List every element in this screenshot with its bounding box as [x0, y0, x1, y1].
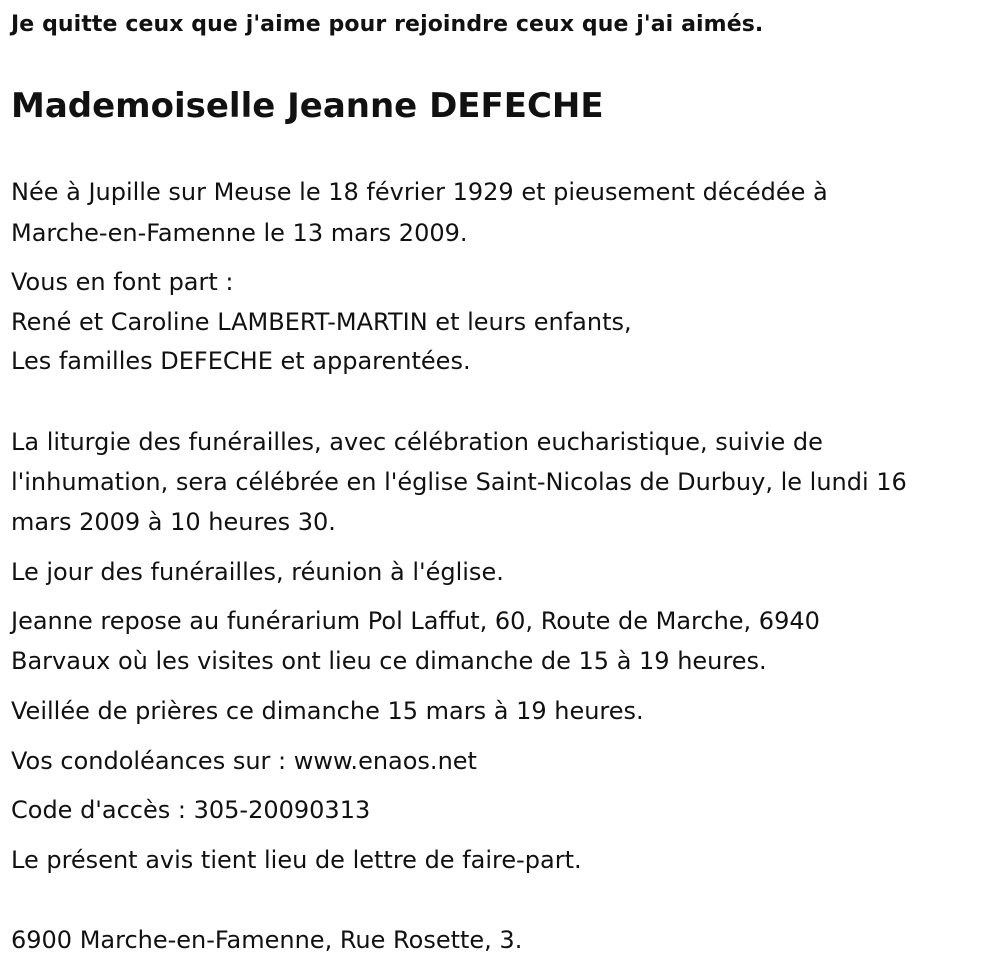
family-line-2: Les familles DEFECHE et apparentées.	[11, 347, 471, 375]
family-line-1: René et Caroline LAMBERT-MARTIN et leurs enfants,	[11, 308, 632, 336]
birth-death-line-2: Marche-en-Famenne le 13 mars 2009.	[11, 219, 468, 247]
liturgy-line-2: l'inhumation, sera célébrée en l'église Saint-Nicolas de Durbuy, le lundi 16	[11, 468, 907, 496]
announcement-intro: Vous en font part :	[11, 268, 234, 296]
liturgy-line-1: La liturgie des funérailles, avec célébration eucharistique, suivie de	[11, 428, 823, 456]
liturgy-line-3: mars 2009 à 10 heures 30.	[11, 508, 336, 536]
address-line: 6900 Marche-en-Famenne, Rue Rosette, 3.	[11, 926, 523, 954]
deceased-name: Mademoiselle Jeanne DEFECHE	[11, 86, 604, 126]
access-code-line: Code d'accès : 305-20090313	[11, 796, 371, 824]
notice-line: Le présent avis tient lieu de lettre de faire-part.	[11, 846, 582, 874]
condolences-line: Vos condoléances sur : www.enaos.net	[11, 747, 477, 775]
vigil-line: Veillée de prières ce dimanche 15 mars à 19 heures.	[11, 697, 644, 725]
funeral-home-line-2: Barvaux où les visites ont lieu ce dimanche de 15 à 19 heures.	[11, 647, 767, 675]
epigraph-quote: Je quitte ceux que j'aime pour rejoindre ceux que j'ai aimés.	[11, 12, 764, 37]
meeting-line: Le jour des funérailles, réunion à l'église.	[11, 558, 504, 586]
birth-death-line-1: Née à Jupille sur Meuse le 18 février 1929 et pieusement décédée à	[11, 178, 828, 206]
funeral-home-line-1: Jeanne repose au funérarium Pol Laffut, 60, Route de Marche, 6940	[11, 607, 820, 635]
